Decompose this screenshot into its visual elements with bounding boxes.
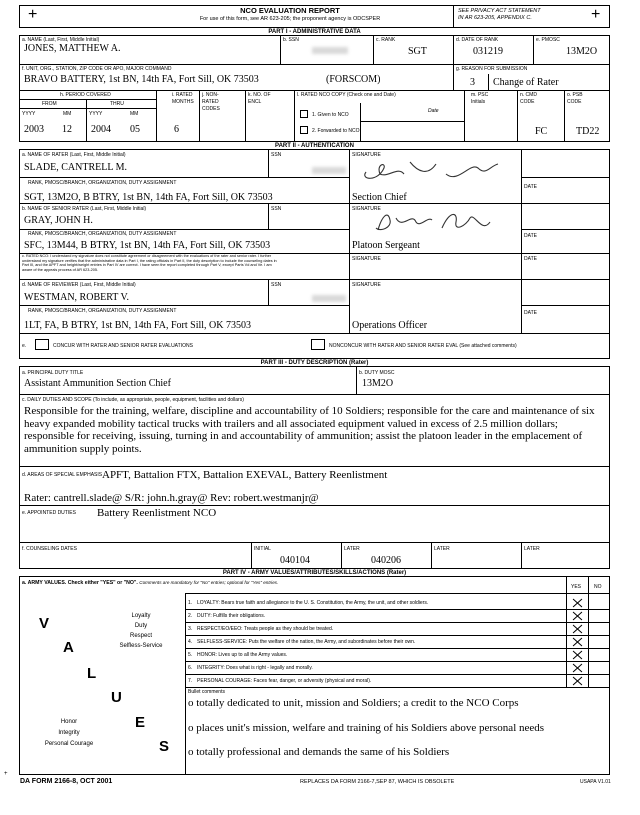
values-bottom-list: Honor Integrity Personal Courage [44, 719, 94, 747]
part4-title: PART IV - ARMY VALUES/ATTRIBUTES/SKILLS/ACTIONS (Rater) [19, 568, 610, 577]
initial-label: INITIAL [254, 546, 271, 552]
form-subtitle: For use of this form, see AR 623-205; the proponent agency is ODCSPER [199, 16, 381, 22]
reviewer-signature-label: SIGNATURE [352, 282, 381, 288]
from-yyyy-label: YYYY [22, 111, 36, 117]
reviewer-ssn-label: SSN [271, 282, 282, 288]
appointed-duties: Battery Reenlistment NCO [97, 507, 217, 519]
senior-date-label: DATE [524, 233, 537, 239]
thru-mm-label: MM [130, 111, 139, 117]
senior-rater-signature [358, 206, 508, 236]
later-counseling-1: 040206 [371, 555, 401, 566]
senior-duty: Platoon Sergeant [352, 240, 420, 251]
thru-label: THRU [110, 101, 124, 107]
date-rank-value: 031219 [473, 46, 503, 57]
nco-copy-label: l. RATED NCO COPY (Check one and Date) [297, 92, 396, 98]
bullet-comment: o places unit's mission, welfare and training of his Soldiers above personal needs [188, 722, 545, 734]
senior-signature-label: SIGNATURE [352, 206, 381, 212]
bullet-comments-label: Bullet comments [188, 689, 225, 695]
from-mm: 12 [62, 124, 72, 135]
senior-rank-label: RANK, PMOSC/BRANCH, ORGANIZATION, DUTY ASSIGNMENT [28, 231, 177, 237]
values-graphic [19, 593, 185, 775]
daily-duties: Responsible for the training, welfare, discipline and accountability of 10 Soldiers; responsible for the care and maintenance of six heavy expanded mobility tactical trucks with trailers and all associated equipment valued in excess of 2.5 million dollars; responsible for receiving, issuing, turning in and accountability of ammunition; assist the platoon leader in the emplacement of ammunition supply points. [24, 405, 595, 455]
rater-rank: SGT, 13M2O, B BTRY, 1st BN, 14th FA, Fort Sill, OK 73503 [24, 192, 273, 203]
yes-checkbox-respect[interactable] [572, 624, 583, 633]
principal-duty-label: a. PRINCIPAL DUTY TITLE [22, 370, 84, 376]
rater-duty: Section Chief [352, 192, 407, 203]
appointed-label: e. APPOINTED DUTIES [22, 510, 76, 516]
value-row: 3. RESPECT/EO/EEO: Treats people as they should be treated. [188, 626, 334, 632]
reviewer-rank: 1LT, FA, B BTRY, 1st BN, 14th FA, Fort Sill, OK 73503 [24, 320, 251, 331]
letter-u: U [111, 689, 122, 706]
value-row: 2. DUTY: Fulfills their obligations. [188, 613, 266, 619]
header-left-cross: + [28, 6, 38, 23]
footer-tick: + [4, 771, 8, 777]
reason-label: g. REASON FOR SUBMISSION [456, 66, 528, 72]
given-checkbox[interactable] [300, 110, 308, 118]
concur-e-label: e. [22, 343, 27, 349]
yes-checkbox-loyalty[interactable] [572, 598, 583, 607]
part2-title: PART II - AUTHENTICATION [19, 141, 610, 150]
principal-duty: Assistant Ammunition Section Chief [24, 378, 171, 389]
bullet-comment: o totally professional and demands the same of his Soldiers [188, 746, 450, 758]
rated-months-label: i. RATED MONTHS [172, 92, 194, 105]
pmosc-label: e. PMOSC [536, 37, 560, 43]
unit-label: f. UNIT, ORG., STATION, ZIP CODE OR APO, MAJOR COMMAND [22, 66, 172, 72]
nonconcur-label: NONCONCUR WITH RATER AND SENIOR RATER EVAL (See attached comments) [329, 343, 517, 349]
senior-rank: SFC, 13M44, B BTRY, 1st BN, 14th FA, Fort Sill, OK 73503 [24, 240, 271, 251]
emphasis-label: d. AREAS OF SPECIAL EMPHASIS [22, 472, 103, 478]
value-row: 5. HONOR: Lives up to all the Army values. [188, 652, 288, 658]
form-title: NCO EVALUATION REPORT [240, 6, 340, 15]
ssn-redacted [312, 47, 348, 54]
reviewer-duty: Operations Officer [352, 320, 428, 331]
psc-label: m. PSC Initials [471, 92, 489, 105]
yes-checkbox-personal-courage[interactable] [572, 676, 583, 685]
yes-checkbox-selfless-service[interactable] [572, 637, 583, 646]
period-label: h. PERIOD COVERED [60, 92, 111, 98]
rated-nco-name: JONES, MATTHEW A. [24, 43, 121, 54]
nco-date-label: DATE [524, 256, 537, 262]
thru-yyyy: 2004 [91, 124, 111, 135]
nco-signature-label: SIGNATURE [352, 256, 381, 262]
yes-checkbox-honor[interactable] [572, 650, 583, 659]
counseling-label: f. COUNSELING DATES [22, 546, 77, 552]
later-label-3: LATER [524, 546, 540, 552]
value-row: 4. SELFLESS-SERVICE: Puts the welfare of the nation, the Army, and subordinates before their own. [188, 639, 416, 645]
rater-name-label: a. NAME OF RATER (Last, First, Middle Initial) [22, 152, 126, 158]
bullet-comment: o totally dedicated to unit, mission and Soldiers; a credit to the NCO Corps [188, 697, 519, 709]
army-values-instruction: a. ARMY VALUES. Check either "YES" or "NO". Comments are mandatory for "No" entries; optional for "Yes" entries. [22, 580, 279, 586]
reviewer-ssn-redacted [312, 295, 346, 302]
rater-date-label: DATE [524, 184, 537, 190]
ssn-label: b. SSN [283, 37, 299, 43]
from-label: FROM [42, 101, 57, 107]
psb-code-label: o. PSB CODE [567, 92, 583, 105]
senior-rater-name: GRAY, JOHN H. [24, 215, 93, 226]
letter-v: V [39, 615, 50, 632]
nonrated-label: j. NON- RATED CODES [202, 92, 220, 112]
concur-checkbox[interactable] [35, 339, 49, 350]
later-label-1: LATER [344, 546, 360, 552]
pmosc-value: 13M2O [566, 46, 598, 57]
rater-signature [358, 154, 508, 184]
header-right-cross: + [591, 6, 601, 23]
copy-date-label: Date [428, 108, 439, 114]
rank-value: SGT [408, 46, 427, 57]
rater-ssn-label: SSN [271, 152, 282, 158]
rater-ssn-redacted [312, 167, 346, 174]
reviewer-label: d. NAME OF REVIEWER (Last, First, Middle Initial) [22, 282, 136, 288]
encl-label: k. NO. OF ENCL [248, 92, 271, 105]
date-rank-label: d. DATE OF RANK [456, 37, 499, 43]
command-value: (FORSCOM) [326, 74, 381, 85]
rater-rank-label: RANK, PMOSC/BRANCH, ORGANIZATION, DUTY ASSIGNMENT [28, 180, 177, 186]
usapa-version: USAPA V1.01 [580, 779, 611, 785]
rating-chain-emails: Rater: cantrell.slade@ S/R: john.h.gray@ Rev: robert.westmanjr@ [24, 492, 319, 504]
form-number: DA FORM 2166-8, OCT 2001 [20, 778, 113, 785]
rater-signature-label: SIGNATURE [352, 152, 381, 158]
privacy-statement: SEE PRIVACY ACT STATEMENT IN AR 623-205, APPENDIX C. [458, 8, 541, 21]
letter-a: A [63, 639, 74, 656]
reviewer-name: WESTMAN, ROBERT V. [24, 292, 129, 303]
given-label: 1. Given to NCO [312, 112, 349, 118]
reviewer-date-label: DATE [524, 310, 537, 316]
letter-l: L [87, 665, 97, 682]
value-row: 6. INTEGRITY: Does what is right - legally and morally. [188, 665, 313, 671]
value-row: 1. LOYALTY: Bears true faith and allegiance to the U. S. Constitution, the Army, the unit, and other soldiers. [188, 600, 429, 606]
cmd-code-value: FC [535, 126, 548, 137]
part3-title: PART III - DUTY DESCRIPTION (Rater) [19, 358, 610, 367]
values-top-list: Loyalty Duty Respect Selfless-Service [119, 613, 163, 649]
forwarded-checkbox[interactable] [300, 126, 308, 134]
later-label-2: LATER [434, 546, 450, 552]
rated-nco-statement: c. RATED NCO: I understand my signature does not constitute agreement or disagreement with the evaluations of the rater and senior rater. I further understand my signature verifies that the administrative data in Part I, the rating officials in Part II, the duty description to include the counseling dates in Part III, and the APFT and height/weight entries in Part IV are correct. I have seen the report completed through Part V, except Parts Vd and Ve. I am aware of the appeals process of AR 623-205. [22, 254, 277, 272]
yes-header: YES [571, 584, 582, 590]
psb-code-value: TD22 [576, 126, 600, 137]
part1-title: PART I - ADMINISTRATIVE DATA [19, 27, 610, 36]
name-label: a. NAME (Last, First, Middle Initial) [22, 37, 100, 43]
from-mm-label: MM [63, 111, 72, 117]
duty-mosc-label: b. DUTY MOSC [359, 370, 395, 376]
forwarded-label: 2. Forwarded to NCO [312, 128, 360, 134]
concur-label: CONCUR WITH RATER AND SENIOR RATER EVALUATIONS [53, 343, 193, 349]
senior-ssn-label: SSN [271, 206, 282, 212]
unit-value: BRAVO BATTERY, 1st BN, 14th FA, Fort Sill, OK 73503 [24, 74, 259, 85]
reason-code: 3 [470, 77, 475, 88]
reviewer-rank-label: RANK, PMOSC/BRANCH, ORGANIZATION, DUTY ASSIGNMENT [28, 308, 177, 314]
letter-s: S [159, 738, 170, 755]
rank-label: c. RANK [376, 37, 396, 43]
reason-value: Change of Rater [493, 77, 559, 88]
nonconcur-checkbox[interactable] [311, 339, 325, 350]
letter-e: E [135, 714, 146, 731]
from-yyyy: 2003 [24, 124, 44, 135]
thru-yyyy-label: YYYY [89, 111, 103, 117]
no-header: NO [594, 584, 602, 590]
senior-rater-label: b. NAME OF SENIOR RATER (Last, First, Middle Initial) [22, 206, 147, 212]
replaces-note: REPLACES DA FORM 2166-7,SEP 87, WHICH IS OBSOLETE [300, 779, 455, 785]
rated-months-value: 6 [174, 124, 179, 135]
thru-mm: 05 [130, 124, 140, 135]
emphasis: APFT, Battalion FTX, Battalion EXEVAL, Battery Reenlistment [102, 469, 388, 481]
duty-mosc: 13M2O [362, 378, 394, 389]
rater-name: SLADE, CANTRELL M. [24, 162, 127, 173]
yes-checkbox-duty[interactable] [572, 611, 583, 620]
daily-duties-label: c. DAILY DUTIES AND SCOPE (To include, as appropriate, people, equipment, facilities and dollars) [22, 397, 244, 403]
initial-counseling: 040104 [280, 555, 310, 566]
value-row: 7. PERSONAL COURAGE: Faces fear, danger, or adversity (physical and moral). [188, 678, 372, 684]
yes-checkbox-integrity[interactable] [572, 663, 583, 672]
cmd-code-label: n. CMD CODE [520, 92, 537, 105]
